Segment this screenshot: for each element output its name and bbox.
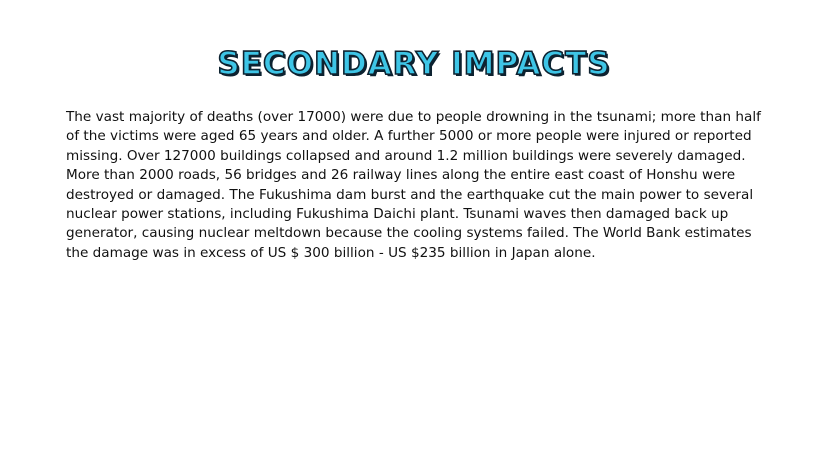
body-paragraph: The vast majority of deaths (over 17000) were due to people drowning in the tsunami; more than half of the victims were aged 65 years and older. A further 5000 or more people were injured or reported missing. Over 127000 buildings collapsed and around 1.2 million buildings were severely damaged. More than 2000 roads, 56 bridges and 26 railway lines along the entire east coast of Honshu were destroyed or damaged. The Fukushima dam burst and the earthquake cut the main power to several nuclear power stations, including Fukushima Daichi plant. Tsunami waves then damaged back up generator, causing nuclear meltdown because the cooling systems failed. The World Bank estimates the damage was in excess of US $ 300 billion - US $235 billion in Japan alone. (66, 109, 761, 261)
slide-title: SECONDARY IMPACTS (217, 46, 611, 82)
